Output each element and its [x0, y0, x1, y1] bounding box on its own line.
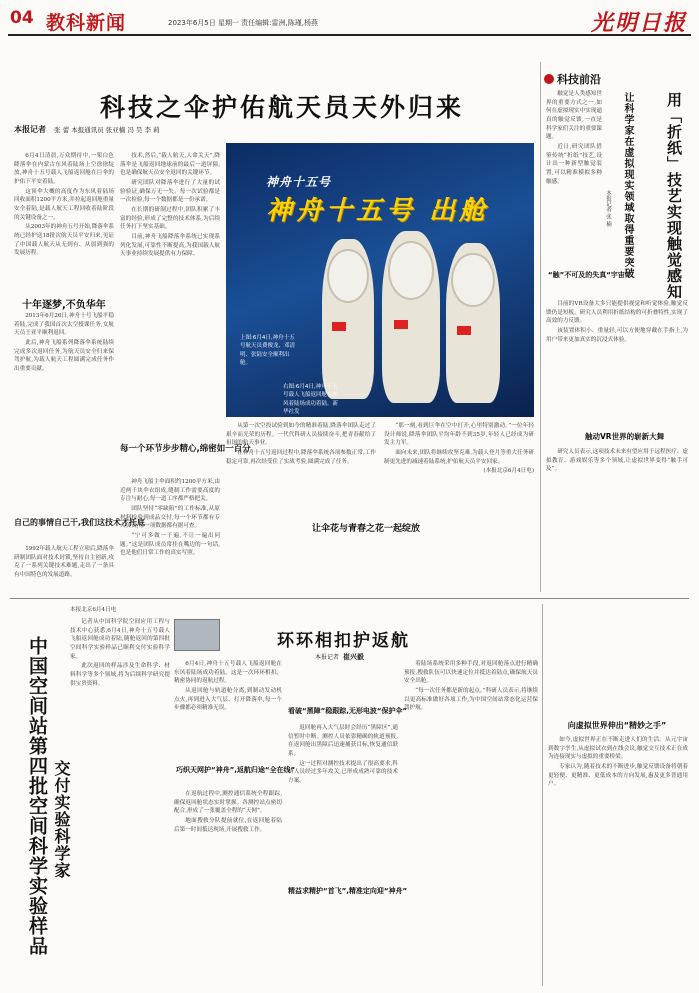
issue-date-editors: 2023年6月5日 星期一 责任编辑:雷洲,陈瑾,杨燕 [168, 19, 318, 27]
astronaut-figure [382, 231, 440, 403]
subhead: 自己的事情自己干,我们这技术才托底 [14, 518, 146, 527]
paragraph: 从返回舱与轨道舱分离,到制动发动机点火,再到进入大气层、打开降落伞,每一个步骤都必须精准无误。 [174, 687, 282, 712]
subhead: 看破“黑障”稳跟踪,无形电波“保护伞” [288, 707, 408, 715]
paragraph: 着陆场系统采用多种手段,对返回舱落点进行精确预报,搜救队伍可以快速定位并抵达着陆点,确保航天员安全出舱。 [404, 661, 538, 685]
page-number: 04 [10, 8, 34, 28]
paragraph: 2013年6月26日,神舟十号飞船平稳着陆,完成了我国首次太空授课任务,女航天员王亚平顺利返回。 [14, 313, 114, 337]
paragraph: “那一刻,看到巨伞在空中打开,心里特别激动。”一位年轻设计师说,降落伞团队平均年龄不到35岁,年轻人已经成为研发主力军。 [384, 423, 534, 447]
paragraph: 技术,然后,“载人航天,人命关天”,降落伞是飞船返回地球前的最后一道屏障,也是确保航天员安全返回的关键环节。 [120, 153, 220, 177]
side-subheadline: 让科学家在虚拟现实领域取得重要突破 [622, 92, 633, 279]
byline-label: 本报记者 [14, 125, 46, 134]
paragraph: 触觉是人类感知世界的重要方式之一,如何在虚拟现实中实现逼真的触觉反馈,一直是科学家们关注的重要课题。 [546, 91, 602, 141]
lead-column-1 [14, 152, 114, 272]
paragraph: 在长期的研制过程中,团队积累了丰富的经验,形成了完整的技术体系,为后续任务打下坚实基础。 [120, 206, 220, 231]
paragraph: 1992年载人航天工程立项后,降落伞研制团队面对技术封锁,坚持自主创新,攻克了一系列关键技术难题,走出了一条具有中国特色的发展道路。 [14, 546, 114, 578]
paragraph: 近日,研究团队借鉴传统“折纸”技艺,设计出一种新型触觉装置,可以精准模拟多种触感。 [546, 143, 602, 185]
paragraph: 研究人员表示,这项技术未来有望应用于远程医疗、虚拟教育、游戏娱乐等多个领域,让虚拟世界变得“触手可及”。 [546, 449, 688, 473]
paragraph: 地面搜救分队提前就位,在返回舱着陆后第一时间抵达现场,开展搜救工作。 [174, 817, 282, 833]
subhead: 巧织天网护“神舟”,返航归途“全在线” [176, 766, 296, 774]
paragraph: (本报北京6月4日电) [483, 468, 534, 475]
paragraph: 神舟飞船主伞面积约1200平方米,由近两千块伞衣组成,缝制工作需要高度的专注与耐心,每一道工序都严格把关。 [120, 479, 220, 503]
paragraph: 记者从中国科学院空间应用工程与技术中心获悉,6月4日,神舟十五号载人飞船返回舱成功着陆,随舱返回的第四批空间科学实验样品已顺利交付实验科学家。 [70, 619, 170, 660]
side-column-a [546, 90, 602, 200]
story-divider [10, 598, 689, 599]
paragraph: 面向未来,团队将继续攻坚克难,为载人登月等重大任务研制更先进的减速着陆系统,护佑航天员平安回家。 [384, 449, 534, 465]
kicker [70, 606, 170, 616]
paragraph: 团队坚持“零缺陷”的工作标准,从原材料检验到成品交付,每一个环节都有专人负责,每一项数据都有据可查。 [120, 505, 220, 530]
paragraph: 如今,虚拟世界正在不断走进人们的生活。从元宇宙到数字孪生,从虚拟试衣到在线会议,触觉交互技术正在成为连接现实与虚拟的重要桥梁。 [548, 737, 688, 761]
column-divider [542, 604, 543, 986]
lead-photo [226, 143, 534, 417]
lead-column-4 [226, 422, 376, 584]
lead-column-1b [14, 312, 114, 462]
inset-photo [174, 619, 220, 651]
paragraph: 从2003年的神舟五号开始,降落伞系统已经护送18批次航天员平安归来,见证了中国载人航天从无到有、从弱到强的发展历程。 [14, 224, 114, 257]
byline-name: 崔兴毅 [343, 653, 365, 661]
astronaut-figure [446, 243, 500, 403]
paragraph: 目前的VR设备大多只能提供视觉和听觉体验,触觉反馈仍是短板。研究人员利用折纸结构的可折叠特性,实现了高效的力反馈。 [546, 301, 688, 325]
paragraph: 这一过程对测控技术提出了很高要求,科研人员经过多年攻关,已形成成熟可靠的技术方案。 [288, 760, 398, 784]
badge-dot-icon [544, 74, 554, 84]
section-title: 教科新闻 [46, 12, 127, 34]
side-column-b [546, 300, 688, 410]
second-story-column-v [70, 618, 170, 984]
section-badge [544, 71, 601, 87]
paragraph: 返回舱再入大气层时会经历“黑障区”,通信暂时中断。测控人员依靠精确的轨道预报,在返回舱出黑障后迅速捕获目标,恢复通信联系。 [288, 725, 398, 757]
paragraph: 该装置体积小、重量轻,可以方便地穿戴在手指上,为用户带来更加真实的沉浸式体验。 [546, 327, 688, 343]
paragraph: “宁可多做一千遍,不让一遍出问题。”这是团队成员常挂在嘴边的一句话,也是他们日常工作的真实写照。 [120, 532, 220, 557]
vertical-headline: 中国空间站第四批空间科学实验样品 [26, 636, 48, 956]
subhead: “触”不可及的失真“宇宙” [548, 271, 630, 279]
paragraph: 从第一次空投试验到如今的精准着陆,降落伞团队走过了艰辛而光荣的历程。一代代科研人员接续奋斗,把青春献给了祖国的航天事业。 [226, 423, 376, 447]
page-header [8, 6, 691, 36]
photo-headline [266, 173, 489, 227]
subhead: 精益求精护“首飞”,精准定向迎“神舟” [288, 887, 408, 895]
second-byline [315, 652, 364, 662]
newspaper-logo: 光明日报 [590, 10, 687, 36]
lead-column-3 [120, 478, 220, 584]
second-column-4 [404, 660, 538, 986]
paragraph: 专家认为,随着技术的不断进步,触觉反馈设备将朝着更轻便、更精准、更低成本的方向发展,惠及更多普通用户。 [548, 763, 688, 788]
side-headline: 用「折纸」技艺实现触觉感知 [665, 92, 683, 300]
second-headline: 环环相扣护返航 [277, 631, 410, 651]
photo-caption-top: 上图:6月4日,神舟十五号航天员费俊龙、邓清明、张陆安全顺利出舱。 [240, 335, 296, 366]
paragraph: 此后,神舟飞船系列降落伞系统陆续完成多次返回任务,为航天员安全归来保驾护航,为载人航天工程圆满完成任务作出重要贡献。 [14, 339, 114, 372]
paragraph: 此次返回的样品涉及生命科学、材料科学等多个领域,将为后续科学研究提供宝贵资料。 [70, 663, 170, 687]
side-column-d [548, 736, 688, 986]
second-column-1 [174, 660, 282, 760]
vertical-subheadline: 交付实验科学家 [52, 760, 71, 879]
box-headline: 向虚拟世界伸出“精妙之手” [567, 721, 667, 730]
subhead: 每一个环节步步精心,绵密如一百分 [120, 444, 251, 454]
subhead: 让伞花与青春之花一起绽放 [312, 524, 421, 534]
byline-label: 本报记者 [315, 654, 340, 661]
photo-title-text: 神舟十五号 出舱 [266, 196, 490, 226]
subhead: 十年逐梦,不负华年 [22, 300, 106, 311]
paragraph: 这顶伞大概的高度作为东风着陆场回收面积1200平方米,并拉起返回舱重量安全着陆,是载人航天工程回收着陆阶段的关键设备之一。 [14, 188, 114, 221]
column-divider [540, 62, 541, 592]
paragraph: 6月4日,神舟十五号载人飞船返回舱在东风着陆场成功着陆。这是一次环环相扣、精密协同的返航过程。 [174, 661, 282, 685]
byline-names: 张 蕾 本报通讯员 张亚楠 冯 昊 李 莉 [54, 126, 160, 134]
side-byline: 本报记者 张 楠 [605, 190, 611, 227]
astronaut-figure [322, 239, 374, 399]
photo-subtitle: 神舟十五号 [266, 175, 332, 189]
lead-headline: 科技之伞护佑航天员天外归来 [100, 93, 465, 122]
paragraph: 在神舟十五号返回过程中,降落伞系统各项参数正常,工作稳定可靠,再次经受住了实战考验,圆满完成了任务。 [226, 449, 376, 465]
lead-byline [14, 124, 160, 135]
paragraph: “每一次任务都是新的起点。”科研人员表示,将继续以更高标准做好各项工作,为中国空间站常态化运营保驾护航。 [404, 687, 538, 712]
badge-label: 科技前沿 [557, 73, 601, 86]
kicker-text: 本报北京6月4日电 [70, 607, 117, 613]
second-column-3 [288, 724, 398, 874]
paragraph: 研究团队对降落伞进行了大量的试验验证,确保万无一失。每一次试验都是一次检验,每一个数据都是一份承诺。 [120, 179, 220, 204]
paragraph: 6月4日清晨,万众期待中,一架白色降落伞在内蒙古东风着陆场上空徐徐绽放,神舟十五号载人飞船返回舱在巨伞的护佑下平安着陆。 [14, 153, 114, 185]
paragraph: 在返航过程中,测控通信系统全程跟踪,确保返回舱状态实时掌握。各测控站点密切配合,形成了一张覆盖全程的“天网”。 [174, 791, 282, 815]
lead-column-5 [384, 422, 534, 584]
second-column-2 [174, 790, 282, 986]
paragraph: 目前,神舟飞船降落伞系统已实现系列化发展,可靠性不断提高,为我国载人航天事业持续发展提供有力保障。 [120, 233, 220, 258]
subhead: 触动VR世界的崭新大舞 [585, 432, 665, 441]
side-column-c [546, 448, 688, 598]
lead-column-1c [14, 545, 114, 585]
photo-caption-right: 右图:6月4日,神舟十五号载人飞船返回舱在东风着陆场成功着陆。新华社发 [283, 384, 339, 415]
